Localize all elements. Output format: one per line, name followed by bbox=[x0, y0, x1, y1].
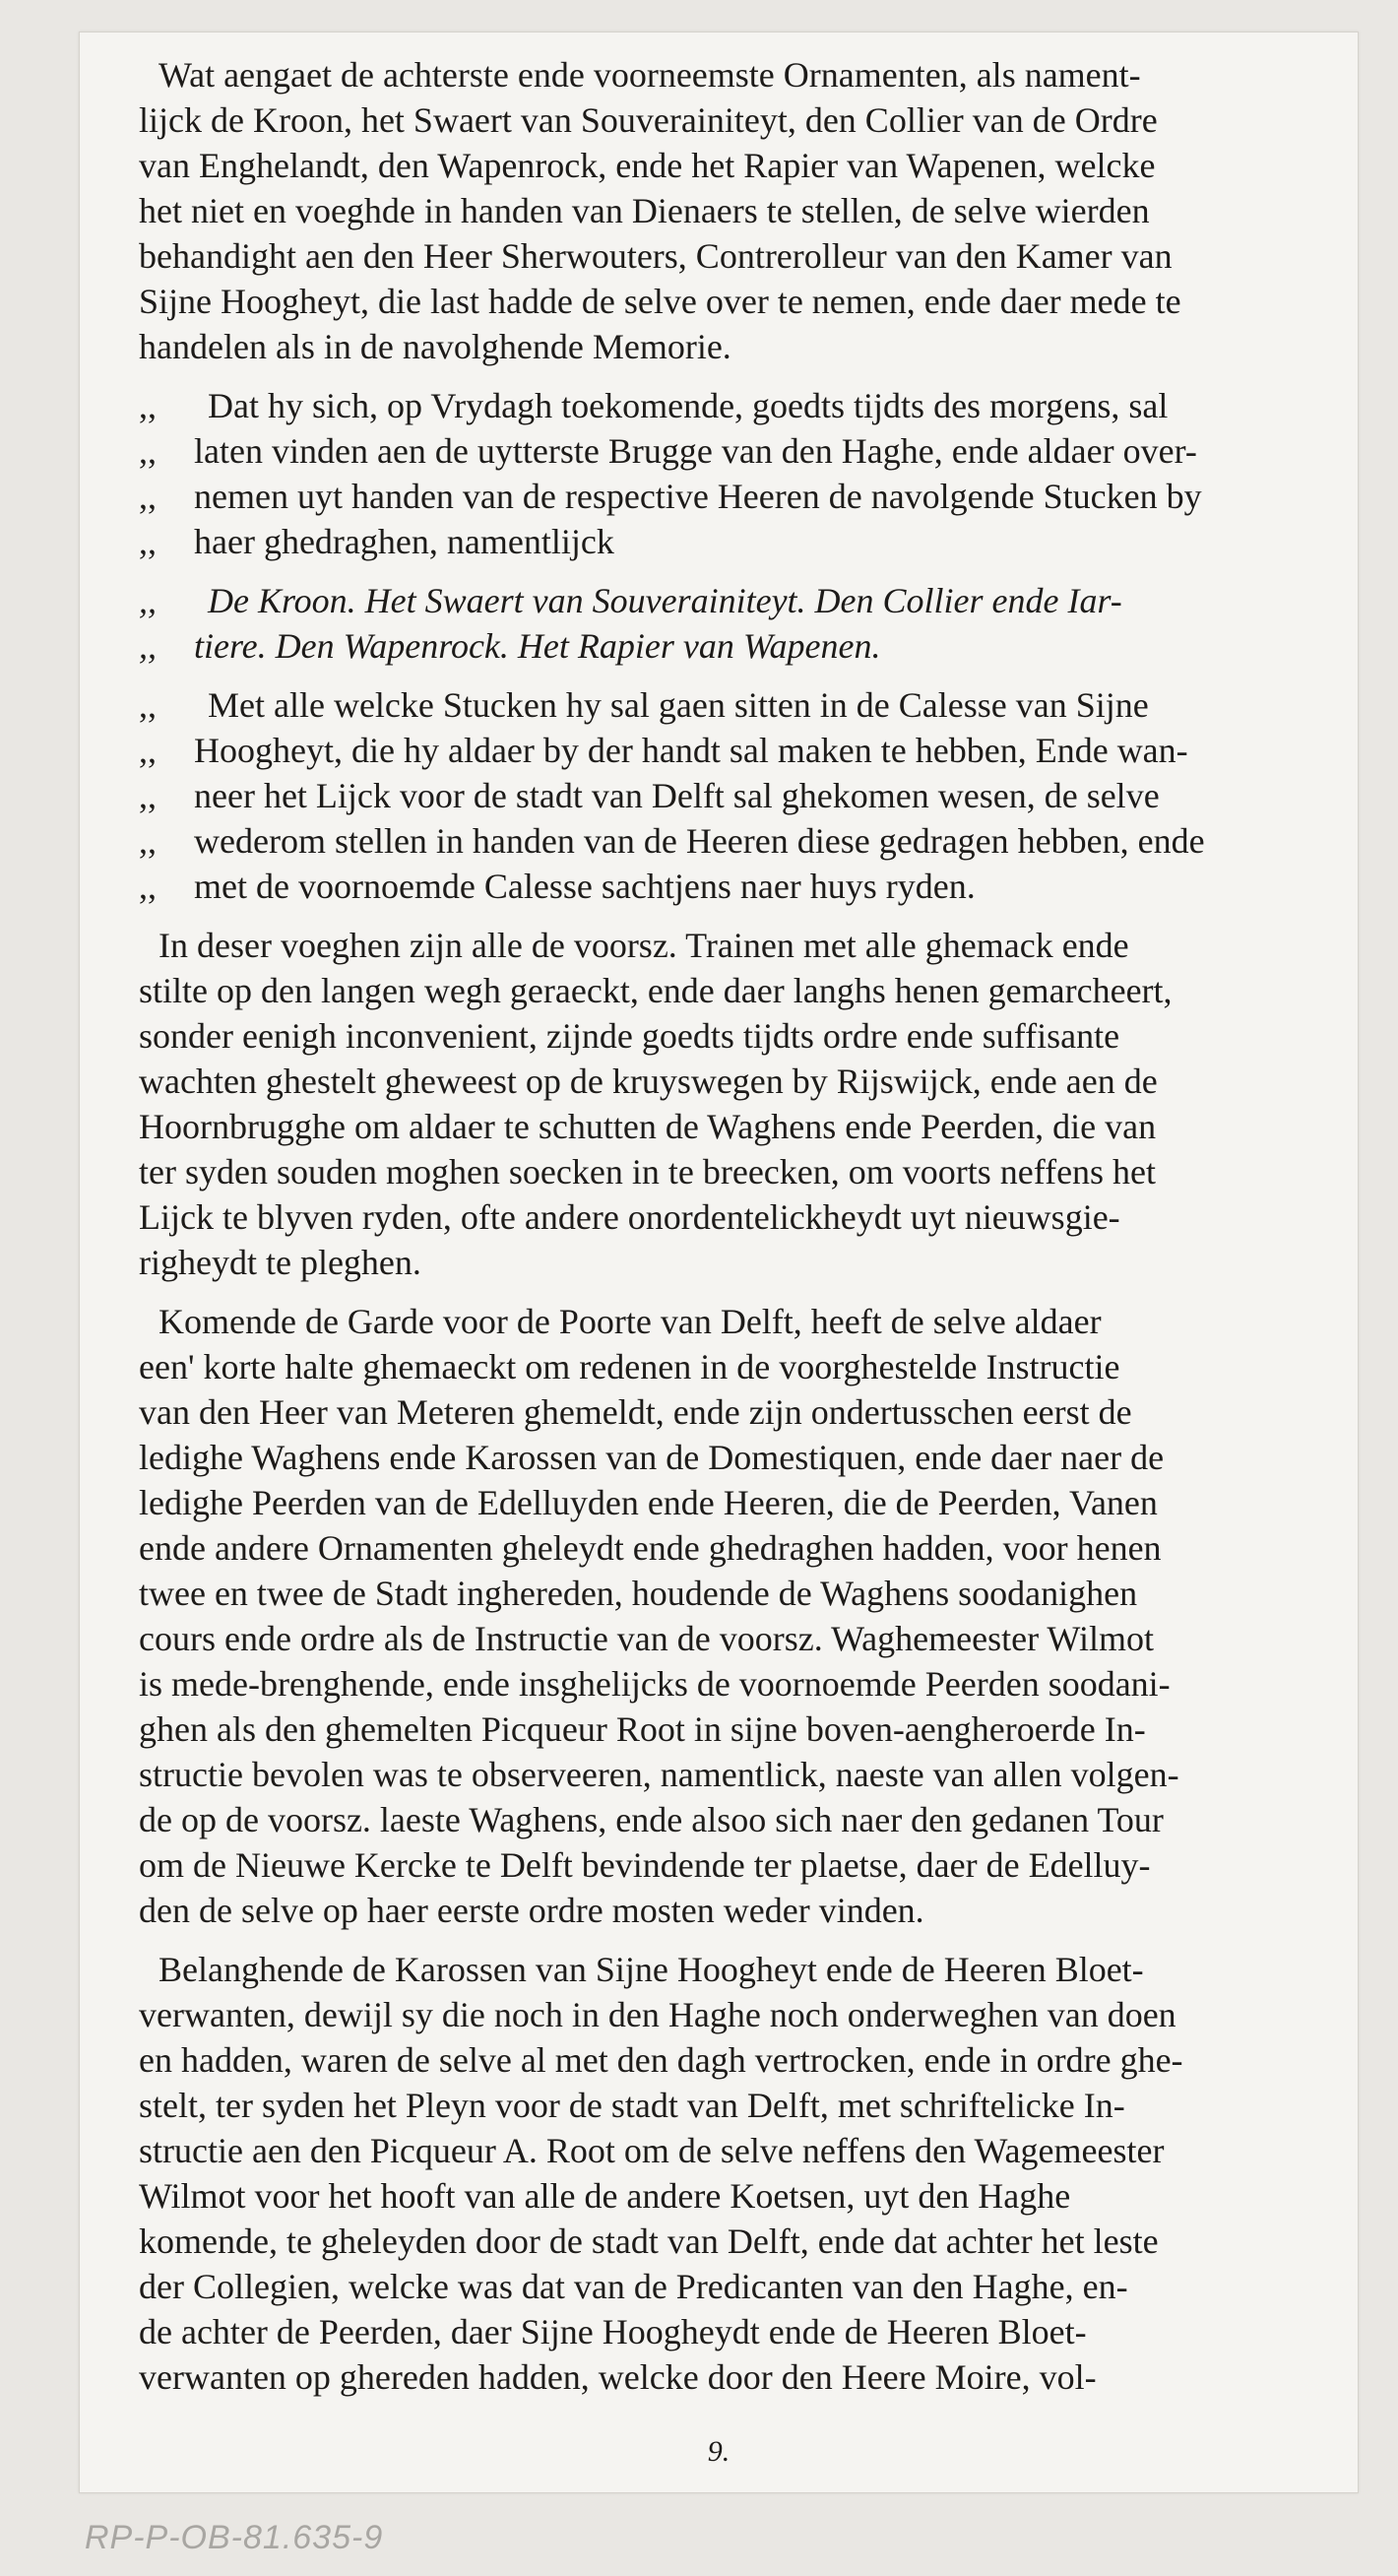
text-line bbox=[139, 1797, 1398, 1842]
text-line bbox=[139, 623, 1398, 669]
catalog-number: RP-P-OB-81.635-9 bbox=[85, 2519, 384, 2556]
text-line bbox=[139, 2128, 1398, 2173]
text-line bbox=[139, 1389, 1398, 1435]
document-text bbox=[139, 52, 1398, 2414]
line-text: verwanten, dewijl sy die noch in den Haghe noch onderweghen van doen bbox=[139, 1995, 1176, 2034]
quote-mark: ,, bbox=[139, 581, 157, 620]
text-line bbox=[139, 1888, 1398, 1933]
text-line bbox=[139, 2037, 1398, 2083]
text-line bbox=[139, 143, 1398, 188]
quote-mark: ,, bbox=[139, 477, 157, 516]
text-line bbox=[139, 1480, 1398, 1525]
line-text: Sijne Hoogheyt, die last hadde de selve over te nemen, ende daer mede te bbox=[139, 282, 1181, 321]
line-text: De Kroon. Het Swaert van Souverainiteyt. Den Collier ende Iar- bbox=[208, 581, 1122, 620]
text-line bbox=[139, 428, 1398, 474]
line-text: cours ende ordre als de Instructie van de voorsz. Waghemeester Wilmot bbox=[139, 1619, 1154, 1658]
line-text: haer ghedraghen, namentlijck bbox=[194, 522, 614, 561]
line-text: ledighe Peerden van de Edelluyden ende Heeren, die de Peerden, Vanen bbox=[139, 1483, 1158, 1522]
text-line bbox=[139, 2264, 1398, 2309]
text-line bbox=[139, 1525, 1398, 1571]
line-text: wederom stellen in handen van de Heeren diese gedragen hebben, ende bbox=[194, 821, 1205, 861]
text-line bbox=[139, 2219, 1398, 2264]
text-line bbox=[139, 1344, 1398, 1389]
line-text: behandight aen den Heer Sherwouters, Contrerolleur van den Kamer van bbox=[139, 236, 1173, 276]
text-line bbox=[139, 324, 1398, 369]
line-text: van Enghelandt, den Wapenrock, ende het Rapier van Wapenen, welcke bbox=[139, 146, 1156, 185]
line-text: Dat hy sich, op Vrydagh toekomende, goedts tijdts des morgens, sal bbox=[208, 386, 1169, 425]
line-text: handelen als in de navolghende Memorie. bbox=[139, 327, 731, 366]
line-text: In deser voeghen zijn alle de voorsz. Trainen met alle ghemack ende bbox=[159, 926, 1129, 965]
line-text: Hoogheyt, die hy aldaer by der handt sal maken te hebben, Ende wan- bbox=[194, 731, 1188, 770]
quote-mark: ,, bbox=[139, 522, 157, 561]
line-text: ter syden souden moghen soecken in te breecken, om voorts neffens het bbox=[139, 1152, 1157, 1191]
line-text: neer het Lijck voor de stadt van Delft sal ghekomen wesen, de selve bbox=[194, 776, 1160, 815]
line-text: om de Nieuwe Kercke te Delft bevindende ter plaetse, daer de Edelluy- bbox=[139, 1845, 1151, 1885]
line-text: structie bevolen was te observeeren, namentlick, naeste van allen volgen- bbox=[139, 1755, 1179, 1794]
text-line bbox=[139, 682, 1398, 728]
text-line bbox=[139, 923, 1398, 968]
text-line bbox=[139, 1842, 1398, 1888]
line-text: sonder eenigh inconvenient, zijnde goedts tijdts ordre ende suffisante bbox=[139, 1016, 1120, 1056]
text-line bbox=[139, 2309, 1398, 2354]
line-text: Wat aengaet de achterste ende voorneemste Ornamenten, als nament- bbox=[159, 55, 1141, 95]
line-text: Wilmot voor het hooft van alle de andere Koetsen, uyt den Haghe bbox=[139, 2176, 1071, 2216]
line-text: Met alle welcke Stucken hy sal gaen sitten in de Calesse van Sijne bbox=[208, 685, 1149, 725]
quote-mark: ,, bbox=[139, 685, 157, 725]
line-text: lijck de Kroon, het Swaert van Souverainiteyt, den Collier van de Ordre bbox=[139, 100, 1158, 140]
line-text: Lijck te blyven ryden, ofte andere onordentelickheydt uyt nieuwsgie- bbox=[139, 1197, 1120, 1237]
line-text: wachten ghestelt gheweest op de kruyswegen by Rijswijck, ende aen de bbox=[139, 1062, 1158, 1101]
quote-mark: ,, bbox=[139, 821, 157, 861]
text-line bbox=[139, 1947, 1398, 1992]
text-line bbox=[139, 1992, 1398, 2037]
text-line bbox=[139, 279, 1398, 324]
line-text: twee en twee de Stadt inghereden, houdende de Waghens soodanighen bbox=[139, 1574, 1138, 1613]
text-line bbox=[139, 578, 1398, 623]
paragraph bbox=[139, 1299, 1398, 1933]
text-line bbox=[139, 1240, 1398, 1285]
text-line bbox=[139, 1571, 1398, 1616]
paragraph bbox=[139, 923, 1398, 1285]
quote-mark: ,, bbox=[139, 867, 157, 906]
text-line bbox=[139, 1013, 1398, 1059]
line-text: Belanghende de Karossen van Sijne Hoogheyt ende de Heeren Bloet- bbox=[159, 1950, 1144, 1989]
text-line bbox=[139, 2354, 1398, 2400]
text-line bbox=[139, 474, 1398, 519]
quote-mark: ,, bbox=[139, 626, 157, 666]
line-text: tiere. Den Wapenrock. Het Rapier van Wapenen. bbox=[194, 626, 881, 666]
line-text: Komende de Garde voor de Poorte van Delft, heeft de selve aldaer bbox=[159, 1302, 1102, 1341]
line-text: het niet en voeghde in handen van Dienaers te stellen, de selve wierden bbox=[139, 191, 1150, 230]
line-text: ghen als den ghemelten Picqueur Root in sijne boven-aengheroerde In- bbox=[139, 1709, 1146, 1749]
text-line bbox=[139, 2083, 1398, 2128]
text-line bbox=[139, 1616, 1398, 1661]
paragraph bbox=[139, 578, 1398, 669]
line-text: verwanten op ghereden hadden, welcke door den Heere Moire, vol- bbox=[139, 2357, 1097, 2397]
line-text: de op de voorsz. laeste Waghens, ende alsoo sich naer den gedanen Tour bbox=[139, 1800, 1164, 1839]
text-line bbox=[139, 519, 1398, 564]
line-text: stilte op den langen wegh geraeckt, ende daer langhs henen gemarcheert, bbox=[139, 971, 1173, 1010]
line-text: righeydt te pleghen. bbox=[139, 1243, 421, 1282]
text-line bbox=[139, 52, 1398, 97]
text-line bbox=[139, 1707, 1398, 1752]
text-line bbox=[139, 1435, 1398, 1480]
paragraph bbox=[139, 1947, 1398, 2400]
document-page bbox=[79, 32, 1359, 2493]
paragraph bbox=[139, 682, 1398, 909]
line-text: van den Heer van Meteren ghemeldt, ende zijn ondertusschen eerst de bbox=[139, 1392, 1132, 1432]
line-text: Hoornbrugghe om aldaer te schutten de Waghens ende Peerden, die van bbox=[139, 1107, 1157, 1146]
line-text: structie aen den Picqueur A. Root om de selve neffens den Wagemeester bbox=[139, 2131, 1165, 2170]
paragraph bbox=[139, 52, 1398, 369]
text-line bbox=[139, 233, 1398, 279]
text-line bbox=[139, 1194, 1398, 1240]
text-line bbox=[139, 818, 1398, 864]
line-text: met de voornoemde Calesse sachtjens naer huys ryden. bbox=[194, 867, 976, 906]
quote-mark: ,, bbox=[139, 776, 157, 815]
line-text: een' korte halte ghemaeckt om redenen in de voorghestelde Instructie bbox=[139, 1347, 1120, 1386]
line-text: en hadden, waren de selve al met den dagh vertrocken, ende in ordre ghe- bbox=[139, 2040, 1183, 2080]
text-line bbox=[139, 773, 1398, 818]
quote-mark: ,, bbox=[139, 386, 157, 425]
text-line bbox=[139, 97, 1398, 143]
line-text: ende andere Ornamenten gheleydt ende ghedraghen hadden, voor henen bbox=[139, 1528, 1162, 1568]
text-line bbox=[139, 1299, 1398, 1344]
paragraph bbox=[139, 383, 1398, 564]
text-line bbox=[139, 2173, 1398, 2219]
text-line bbox=[139, 1661, 1398, 1707]
line-text: laten vinden aen de uytterste Brugge van den Haghe, ende aldaer over- bbox=[194, 431, 1197, 471]
line-text: ledighe Waghens ende Karossen van de Domestiquen, ende daer naer de bbox=[139, 1438, 1165, 1477]
line-text: der Collegien, welcke was dat van de Predicanten van den Haghe, en- bbox=[139, 2267, 1128, 2306]
text-line bbox=[139, 864, 1398, 909]
page-number: 9. bbox=[707, 2435, 731, 2468]
text-line bbox=[139, 1752, 1398, 1797]
line-text: is mede-brenghende, ende insghelijcks de voornoemde Peerden soodani- bbox=[139, 1664, 1171, 1704]
text-line bbox=[139, 383, 1398, 428]
line-text: de achter de Peerden, daer Sijne Hoogheydt ende de Heeren Bloet- bbox=[139, 2312, 1087, 2351]
line-text: nemen uyt handen van de respective Heeren de navolgende Stucken by bbox=[194, 477, 1202, 516]
text-line bbox=[139, 1149, 1398, 1194]
line-text: komende, te gheleyden door de stadt van Delft, ende dat achter het leste bbox=[139, 2222, 1159, 2261]
quote-mark: ,, bbox=[139, 731, 157, 770]
text-line bbox=[139, 188, 1398, 233]
line-text: den de selve op haer eerste ordre mosten weder vinden. bbox=[139, 1891, 924, 1930]
text-line bbox=[139, 728, 1398, 773]
quote-mark: ,, bbox=[139, 431, 157, 471]
text-line bbox=[139, 968, 1398, 1013]
line-text: stelt, ter syden het Pleyn voor de stadt van Delft, met schriftelicke In- bbox=[139, 2086, 1125, 2125]
text-line bbox=[139, 1059, 1398, 1104]
text-line bbox=[139, 1104, 1398, 1149]
